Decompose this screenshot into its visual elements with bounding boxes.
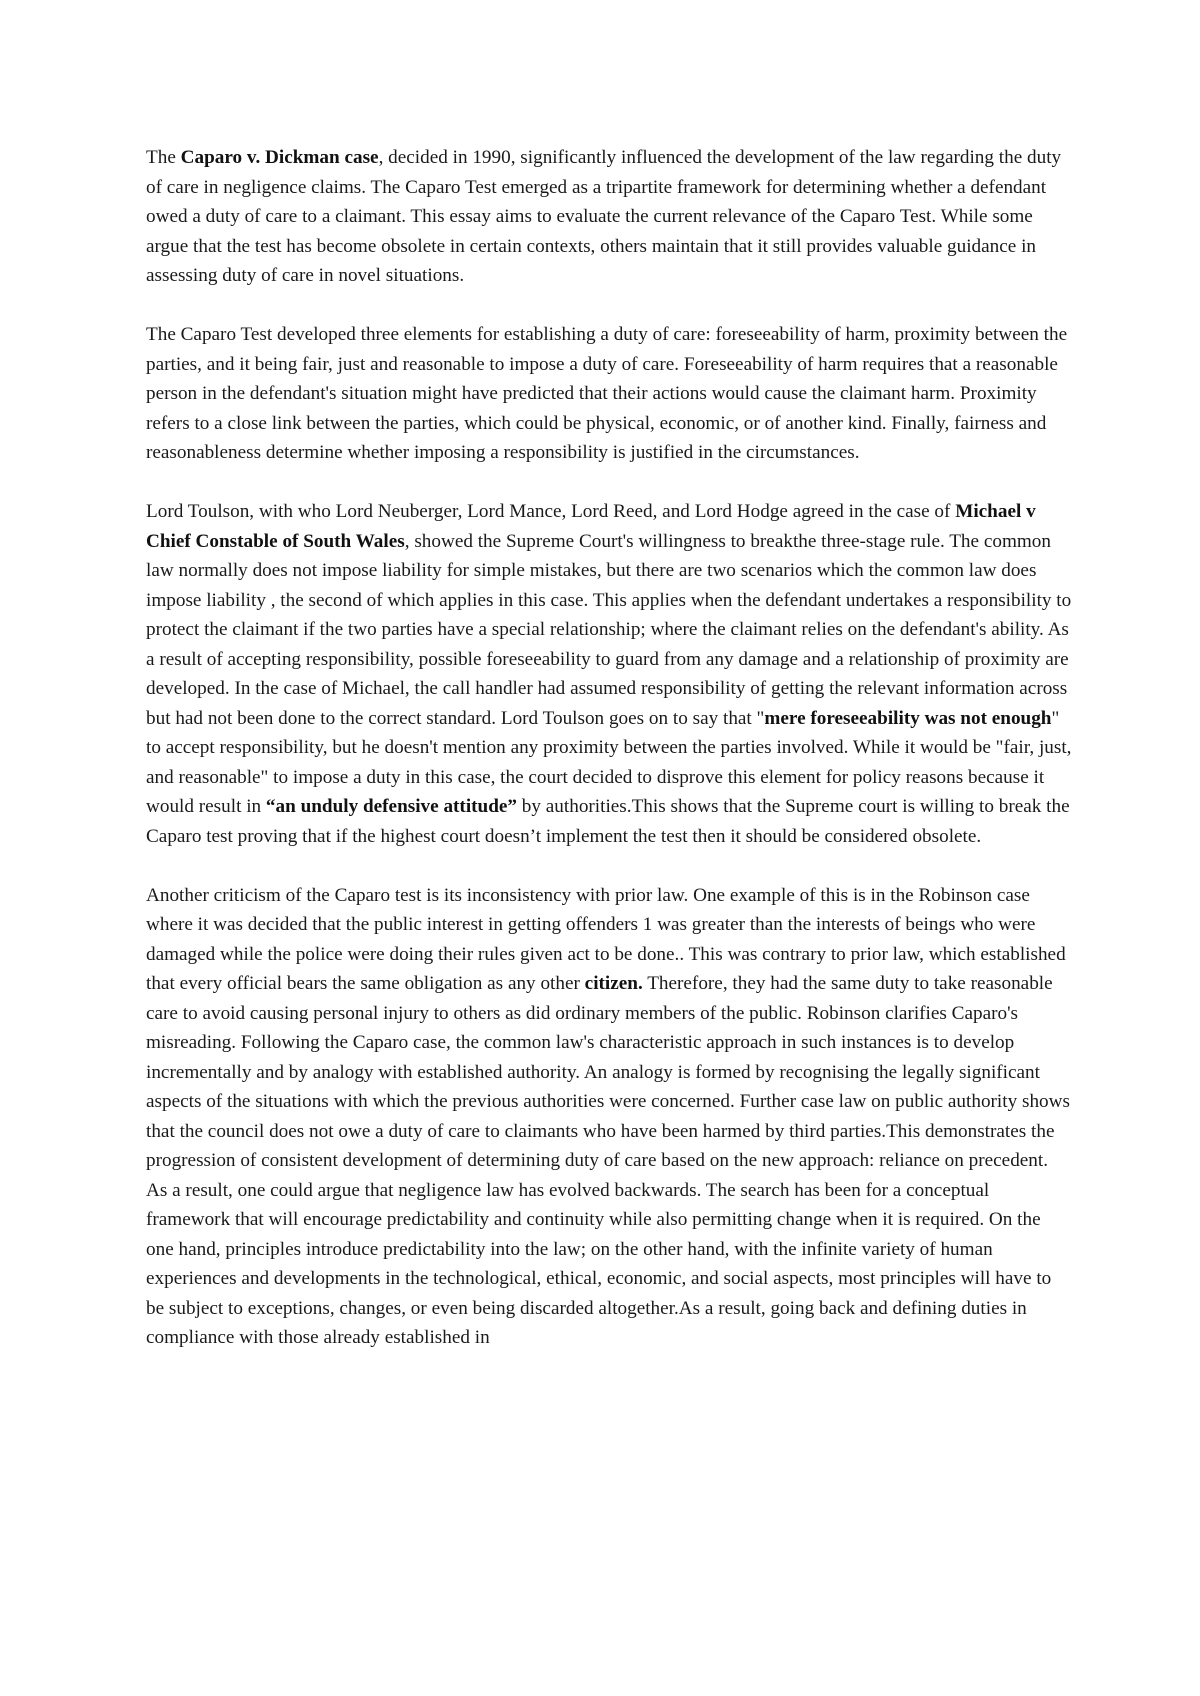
text-run: " to accept responsibility, but he doesn't mention any proximity between the parties involved. While it would be "fair, just, and reasonable" to impose a duty in this case, the court decided to disprove this element for policy reasons because it would result in <box>146 707 1072 817</box>
bold-citizen: citizen. <box>584 973 643 994</box>
text-run: by authorities.This shows that the Supreme court is willing to break the Caparo test proving that if the highest court doesn’t implement the test then it should be considered obsolete. <box>146 796 1070 847</box>
text-run: The <box>146 147 181 168</box>
quote-mere-foreseeability: mere foreseeability was not enough <box>764 707 1052 729</box>
text-run: Therefore, they had the same duty to take reasonable care to avoid causing personal injury to others as did ordinary members of the public. Robinson clarifies Caparo's misreading. Following the Caparo case, the common law's characteristic approach in such instances is to develop incrementally and by analogy with established authority. An analogy is formed by recognising the legally significant aspects of the situations with which the previous authorities were concerned. Further case law on public authority shows that the council does not owe a duty of care to claimants who have been harmed by third parties.This demonstrates the progression of consistent development of determining duty of care based on the new approach: reliance on precedent. As a result, one could argue that negligence law has evolved backwards. The search has been for a conceptual framework that will encourage predictability and continuity while also permitting change when it is required. On the one hand, principles introduce predictability into the law; on the other hand, with the infinite variety of human experiences and developments in the technological, ethical, economic, and social aspects, most principles will have to be subject to exceptions, changes, or even being discarded altogether.As a result, going back and defining duties in compliance with those already established in <box>146 973 1070 1348</box>
case-name-caparo: Caparo v. Dickman case <box>180 147 379 168</box>
paragraph-1 <box>146 143 1072 291</box>
paragraph-3 <box>146 497 1072 851</box>
text-run: , decided in 1990, significantly influenced the development of the law regarding the duty of care in negligence claims. The Caparo Test emerged as a tripartite framework for determining whether a defendant owed a duty of care to a claimant. This essay aims to evaluate the current relevance of the Caparo Test. While some argue that the test has become obsolete in certain contexts, others maintain that it still provides valuable guidance in assessing duty of care in novel situations. <box>146 147 1062 286</box>
text-run: Lord Toulson, with who Lord Neuberger, Lord Mance, Lord Reed, and Lord Hodge agreed in the case of <box>146 501 956 522</box>
document-body <box>146 143 1072 1382</box>
text-run: , showed the Supreme Court's willingness to breakthe three-stage rule. The common law normally does not impose liability for simple mistakes, but there are two scenarios which the common law does impose liability , the second of which applies in this case. This applies when the defendant undertakes a responsibility to protect the claimant if the two parties have a special relationship; where the claimant relies on the defendant's ability. As a result of accepting responsibility, possible foreseeability to guard from any damage and a relationship of proximity are developed. In the case of Michael, the call handler had assumed responsibility of getting the relevant information across but had not been done to the correct standard. Lord Toulson goes on to say that " <box>146 530 1072 729</box>
text-run: The Caparo Test developed three elements for establishing a duty of care: foreseeability of harm, proximity between the parties, and it being fair, just and reasonable to impose a duty of care. Foreseeability of harm requires that a reasonable person in the defendant's situation might have predicted that their actions would cause the claimant harm. Proximity refers to a close link between the parties, which could be physical, economic, or of another kind. Finally, fairness and reasonableness determine whether imposing a responsibility is justified in the circumstances. <box>146 324 1068 463</box>
paragraph-2 <box>146 320 1072 468</box>
case-name-michael: Michael v Chief Constable of South Wales <box>146 501 1036 552</box>
text-run: Another criticism of the Caparo test is its inconsistency with prior law. One example of this is in the Robinson case where it was decided that the public interest in getting offenders 1 was greater than the interests of beings who were damaged while the police were doing their rules given act to be done.. This was contrary to prior law, which established that every official bears the same obligation as any other <box>146 884 1066 994</box>
quote-unduly-defensive: “an unduly defensive attitude” <box>265 796 517 817</box>
paragraph-4 <box>146 881 1072 1353</box>
